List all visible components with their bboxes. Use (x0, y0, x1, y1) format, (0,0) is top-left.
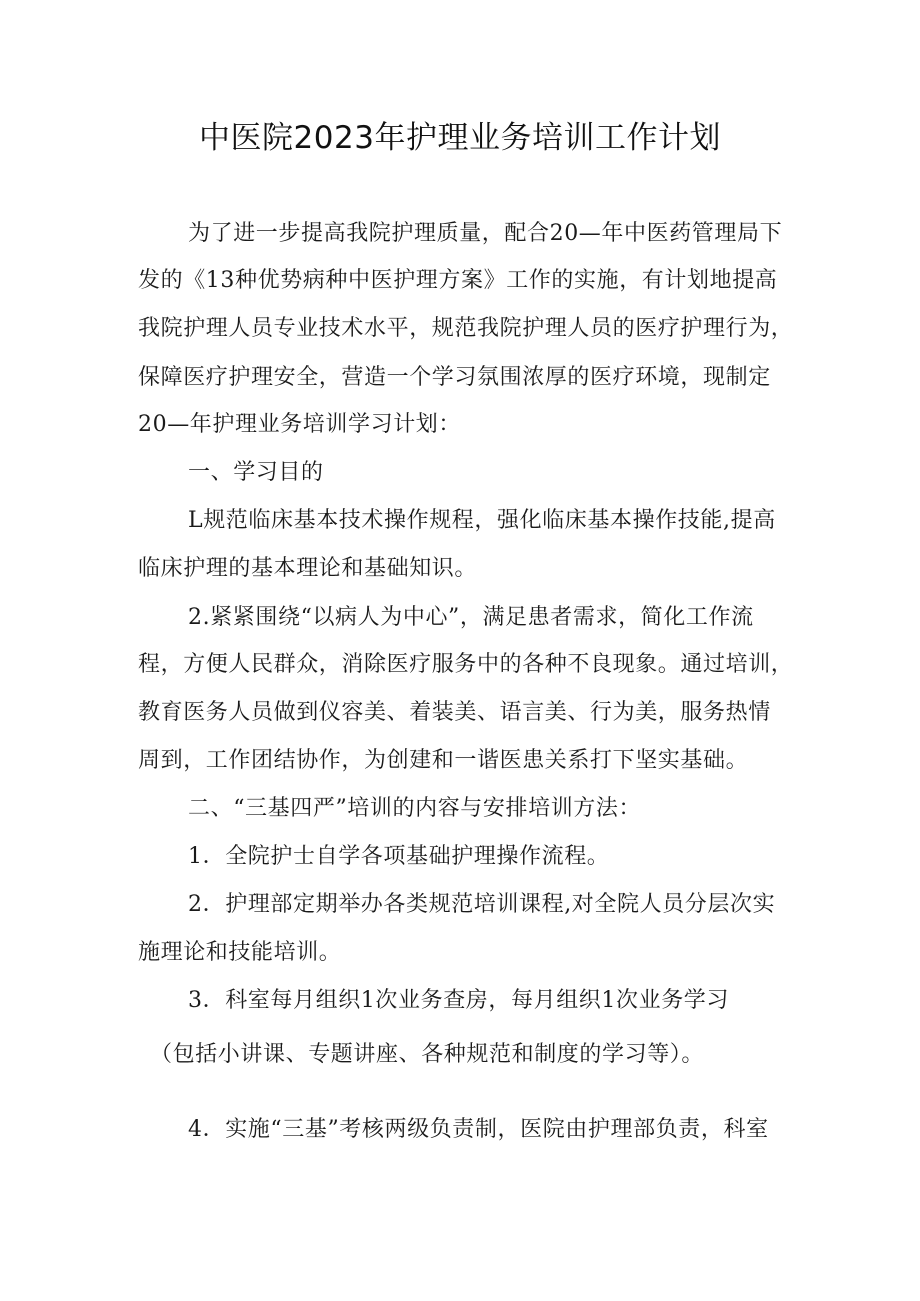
paragraph-line: 程，方便人民群众，消除医疗服务中的各种不良现象。通过培训， (138, 652, 794, 677)
list-item: 2．护理部定期举办各类规范培训课程,对全院人员分层次实 (188, 892, 776, 917)
document-title: 中医院2023年护理业务培训工作计划 (199, 120, 721, 156)
paragraph-line: 发的《13种优势病种中医护理方案》工作的实施，有计划地提高 (138, 268, 778, 293)
paragraph-line: 周到，工作团结协作，为创建和一谐医患关系打下坚实基础。 (138, 748, 749, 773)
section-heading: 一、学习目的 (188, 460, 324, 485)
paragraph-line: 教育医务人员做到仪容美、着装美、语言美、行为美，服务热情 (138, 700, 771, 725)
list-item: 3．科室每月组织1次业务查房，每月组织1次业务学习 (188, 988, 729, 1013)
paragraph-line: L规范临床基本技术操作规程，强化临床基本操作技能,提高 (188, 508, 776, 533)
paragraph-line: 施理论和技能培训。 (138, 940, 342, 965)
list-item: 4．实施“三基”考核两级负责制，医院由护理部负责，科室 (188, 1117, 769, 1142)
paragraph-line: 为了进一步提高我院护理质量，配合20—年中医药管理局下 (188, 221, 783, 246)
paragraph-line: 2.紧紧围绕“以病人为中心”，满足患者需求，简化工作流 (188, 605, 754, 630)
list-item: 1．全院护士自学各项基础护理操作流程。 (188, 844, 610, 869)
paragraph-line: 临床护理的基本理论和基础知识。 (138, 556, 478, 581)
paragraph-line: 保障医疗护理安全，营造一个学习氛围浓厚的医疗环境，现制定 (138, 365, 771, 390)
paragraph-line: 20—年护理业务培训学习计划： (138, 412, 461, 437)
paragraph-line: 我院护理人员专业技术水平，规范我院护理人员的医疗护理行为， (138, 316, 794, 341)
paragraph-line: （包括小讲课、专题讲座、各种规范和制度的学习等）。 (150, 1042, 705, 1067)
section-heading: 二、“三基四严”培训的内容与安排培训方法： (188, 796, 642, 821)
